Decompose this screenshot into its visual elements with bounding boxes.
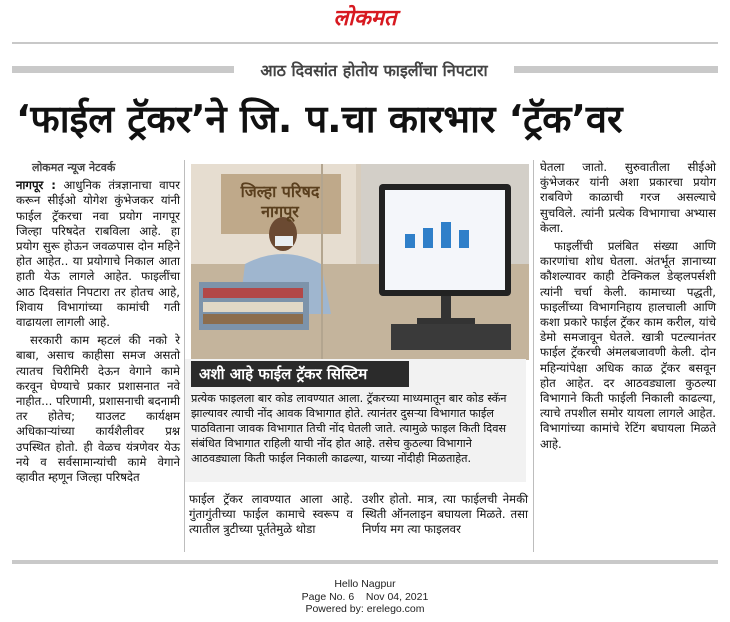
headline: ‘फाईल ट्रॅकर’ने जि. प.चा कारभार ‘ट्रॅक’वर (16, 97, 623, 141)
info-box-body: प्रत्येक फाइलला बार कोड लावण्यात आला. ट्रॅकरच्या माध्यमातून बार कोड स्कॅन झाल्यावर त्याची नोंद आवक विभागात होते. त्यानंतर दुसऱ्या विभागात फाईल पाठविताना जावक विभागात तिची नोंद घेतली जाते. त्यामुळे फाइल किती दिवस संबंधित विभागात राहिली याची नोंद होत आहे. तसेच कुठल्या विभागाने आठवड्याला किती फाईल निकाली काढल्या, याच्या नोंदीही मिळताहेत. (191, 392, 507, 465)
footer-edition: Hello Nagpur (334, 578, 396, 590)
info-box-title: अशी आहे फाईल ट्रॅकर सिस्टिम (191, 361, 409, 387)
page-footer (265, 578, 465, 616)
masthead (0, 0, 730, 34)
kicker-rule-left (12, 66, 234, 73)
kicker-rule-right (514, 66, 718, 73)
info-box (185, 359, 526, 482)
footer-powered-by: Powered by: erelego.com (305, 603, 425, 615)
bottom-rule (12, 560, 718, 564)
lead-paragraph (16, 178, 180, 330)
lokmat-logo: लोकमत (333, 5, 397, 31)
masthead-divider (12, 42, 718, 44)
mid-column-b: उशीर होतो. मात्र, त्या फाईलची नेमकी स्थिती ऑनलाइन बघायला मिळते. तसा निर्णय मग त्या फाइलवर (362, 492, 528, 537)
right-column (540, 160, 716, 455)
byline: लोकमत न्यूज नेटवर्क (32, 161, 116, 174)
right-paragraph-1: घेतला जातो. सुरुवातीला सीईओ कुंभेजकर यांनी अशा प्रकारचा प्रयोग राबविणे काळाची गरज असल्याचे सुचविले. त्यांनी प्रत्येक विभागाचा अभ्यास केला. (540, 160, 716, 235)
column-rule (184, 160, 185, 552)
kicker: आठ दिवसांत होतोय फाइलींचा निपटारा (260, 61, 488, 80)
article-photo (191, 164, 529, 360)
wall-sign: जिल्हा परिषद नागपूर (240, 182, 320, 221)
footer-page-date: Page No. 6 Nov 04, 2021 (301, 590, 429, 603)
paragraph-1: आधुनिक तंत्रज्ञानाचा वापर करून सीईओ योगेश कुंभेजकर यांनी फाईल ट्रॅकरचा नवा प्रयोग नागपूर जिल्हा परिषदेत राबविला आहे. हा प्रयोग सुरू होऊन जवळपास दोन महिने होत आहेत.. या प्रयोगाचे निकाल आता हाती येऊ लागले आहेत. फाइलींचा आठ दिवसांत निपटारा तर होतच आहे, शिवाय विभागांच्या कामांची गती वाढायला लागली आहे. (16, 178, 180, 330)
left-column (16, 160, 180, 488)
dateline: नागपूर : (16, 178, 56, 193)
kicker-bar (12, 57, 718, 85)
column-rule (533, 160, 534, 552)
mid-column-a: फाईल ट्रॅकर लावण्यात आला आहे. गुंतागुंतीच्या फाईल कामाचे स्वरूप व त्यातील त्रुटीच्या पूर्ततेमुळे थोडा (189, 492, 353, 537)
paragraph-2: सरकारी काम म्हटलं की नको रे बाबा, असाच काहीसा समज असतो त्यातच चिरीमिरी देऊन वेगाने कामे करवून घेण्याचे प्रकार प्रशासनात नवे नाहीत... परिणामी, प्रशासनाची बदनामी तर होतेच; याउलट कार्यक्षम अधिकाऱ्यांच्या कार्यशैलीवर प्रश्न उपस्थित होतो. ही वेळच यंत्रणेवर येऊ नये व सर्वसामान्यांची कामे वेगाने व्हावीत म्हणून जिल्हा परिषदेत (16, 333, 180, 485)
right-paragraph-2: फाइलींची प्रलंबित संख्या आणि कारणांचा शोध घेतला. अंतर्भूत ज्ञानाच्या कौशल्यावर काही टेक्निकल डेव्हलपर्सशी त्यांनी चर्चा केली. कामाच्या पद्धती, फाइलींच्या विभागनिहाय हालचाली आणि कशा प्रकारे फाईल ट्रॅकर काम करील, यांचे डेमो समजावून घेतले. खात्री पटल्यानंतर फाईल ट्रॅकरची अंमलबजावणी केली. दोन महिन्यांपेक्षा अधिक काळ ट्रॅकर बसवून होत आहेत. दर आठवड्याला कुठल्या विभागाने किती फाईली निकाली काढल्या, त्याचे तपशील समोर यायला लागले आहेत. विभागांच्या कामांचे रेटिंग बघायला मिळते आहे. (540, 239, 716, 451)
